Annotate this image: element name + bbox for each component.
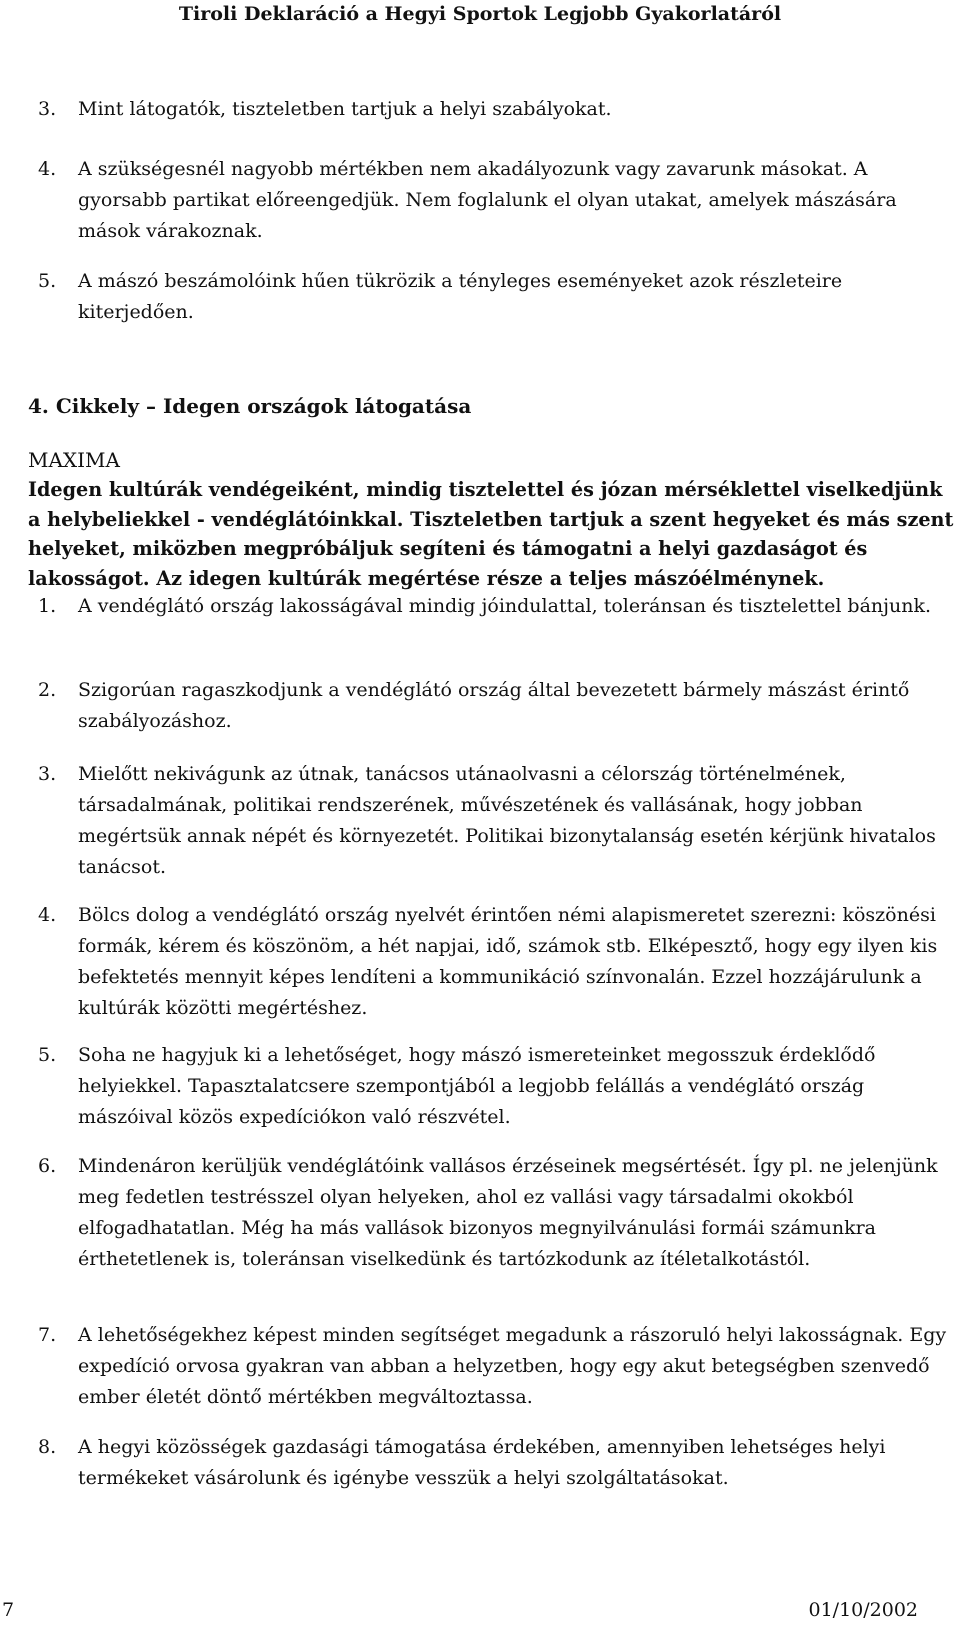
list-item-text: A hegyi közösségek gazdasági támogatása érdekében, amennyiben lehetséges helyi termékeket vásárolunk és igénybe vesszük a helyi szolgáltatásokat. [78,1436,886,1489]
maxim-text: Idegen kultúrák vendégeiként, mindig tisztelettel és józan mérséklettel viselkedjünk a helybeliekkel - vendéglátóinkkal. Tiszteletben tartjuk a szent hegyeket és más szent helyeket, miközben megpróbáljuk segíteni és támogatni a helyi gazdaságot és lakosságot. Az idegen kultúrák megértése része a teljes mászóélménynek. [28,478,954,590]
page-date: 01/10/2002 [808,1599,918,1621]
article-heading: 4. Cikkely – Idegen országok látogatása [28,394,472,418]
list-item-number: 1. [38,595,57,617]
list-item-text: A szükségesnél nagyobb mértékben nem akadályozunk vagy zavarunk másokat. A gyorsabb partikat előreengedjük. Nem foglalunk el olyan utakat, amelyek mászására mások várakoznak. [78,158,897,242]
maxim-label: MAXIMA [28,448,120,472]
list-item-text: Bölcs dolog a vendéglátó ország nyelvét érintően némi alapismeretet szerezni: köszönési formák, kérem és köszönöm, a hét napjai, idő, számok stb. Elképesztő, hogy egy ilyen kis befektetés mennyit képes lendíteni a kommunikáció színvonalán. Ezzel hozzájárulunk a kultúrák közötti megértéshez. [78,904,938,1019]
list-item-number: 8. [38,1436,57,1458]
list-item-number: 3. [38,763,57,785]
list-item-text: Soha ne hagyjuk ki a lehetőséget, hogy mászó ismereteinket megosszuk érdeklődő helyiekkel. Tapasztalatcsere szempontjából a legjobb felállás a vendéglátó ország mászóival közös expedíciókon való részvétel. [78,1044,876,1128]
list-item-text: Mint látogatók, tiszteletben tartjuk a helyi szabályokat. [78,98,612,120]
list-item-number: 4. [38,904,57,926]
list-item-text: Mielőtt nekivágunk az útnak, tanácsos utánaolvasni a célország történelmének, társadalmának, politikai rendszerének, művészetének és vallásának, hogy jobban megértsük annak népét és környezetét. Politikai bizonytalanság esetén kérjünk hivatalos tanácsot. [78,763,936,878]
list-item-text: A vendéglátó ország lakosságával mindig jóindulattal, toleránsan és tisztelettel bánjunk. [78,595,932,617]
list-item-text: A mászó beszámolóink hűen tükrözik a tényleges eseményeket azok részleteire kiterjedően. [78,270,843,323]
list-item-number: 3. [38,98,57,120]
list-item-number: 4. [38,158,57,180]
list-item-text: A lehetőségekhez képest minden segítséget megadunk a rászoruló helyi lakosságnak. Egy expedíció orvosa gyakran van abban a helyzetben, hogy egy akut betegségben szenvedő ember életét döntő mértékben megváltoztassa. [78,1324,947,1408]
list-item-number: 2. [38,679,57,701]
page-header-title: Tiroli Deklaráció a Hegyi Sportok Legjobb Gyakorlatáról [178,3,782,25]
list-item-number: 6. [38,1155,57,1177]
list-item-number: 5. [38,270,57,292]
page-number: 7 [2,1599,15,1621]
list-item-number: 5. [38,1044,57,1066]
list-item-number: 7. [38,1324,57,1346]
list-item-text: Mindenáron kerüljük vendéglátóink vallásos érzéseinek megsértését. Így pl. ne jelenjünk meg fedetlen testrésszel olyan helyeken, ahol ez vallási vagy társadalmi okokból elfogadhatatlan. Még ha más vallások bizonyos megnyilvánulási formái számunkra érthetetlenek is, toleránsan viselkedünk és tartózkodunk az ítéletalkotástól. [78,1155,938,1270]
list-item-text: Szigorúan ragaszkodjunk a vendéglátó ország által bevezetett bármely mászást érintő szabályozáshoz. [78,679,910,732]
